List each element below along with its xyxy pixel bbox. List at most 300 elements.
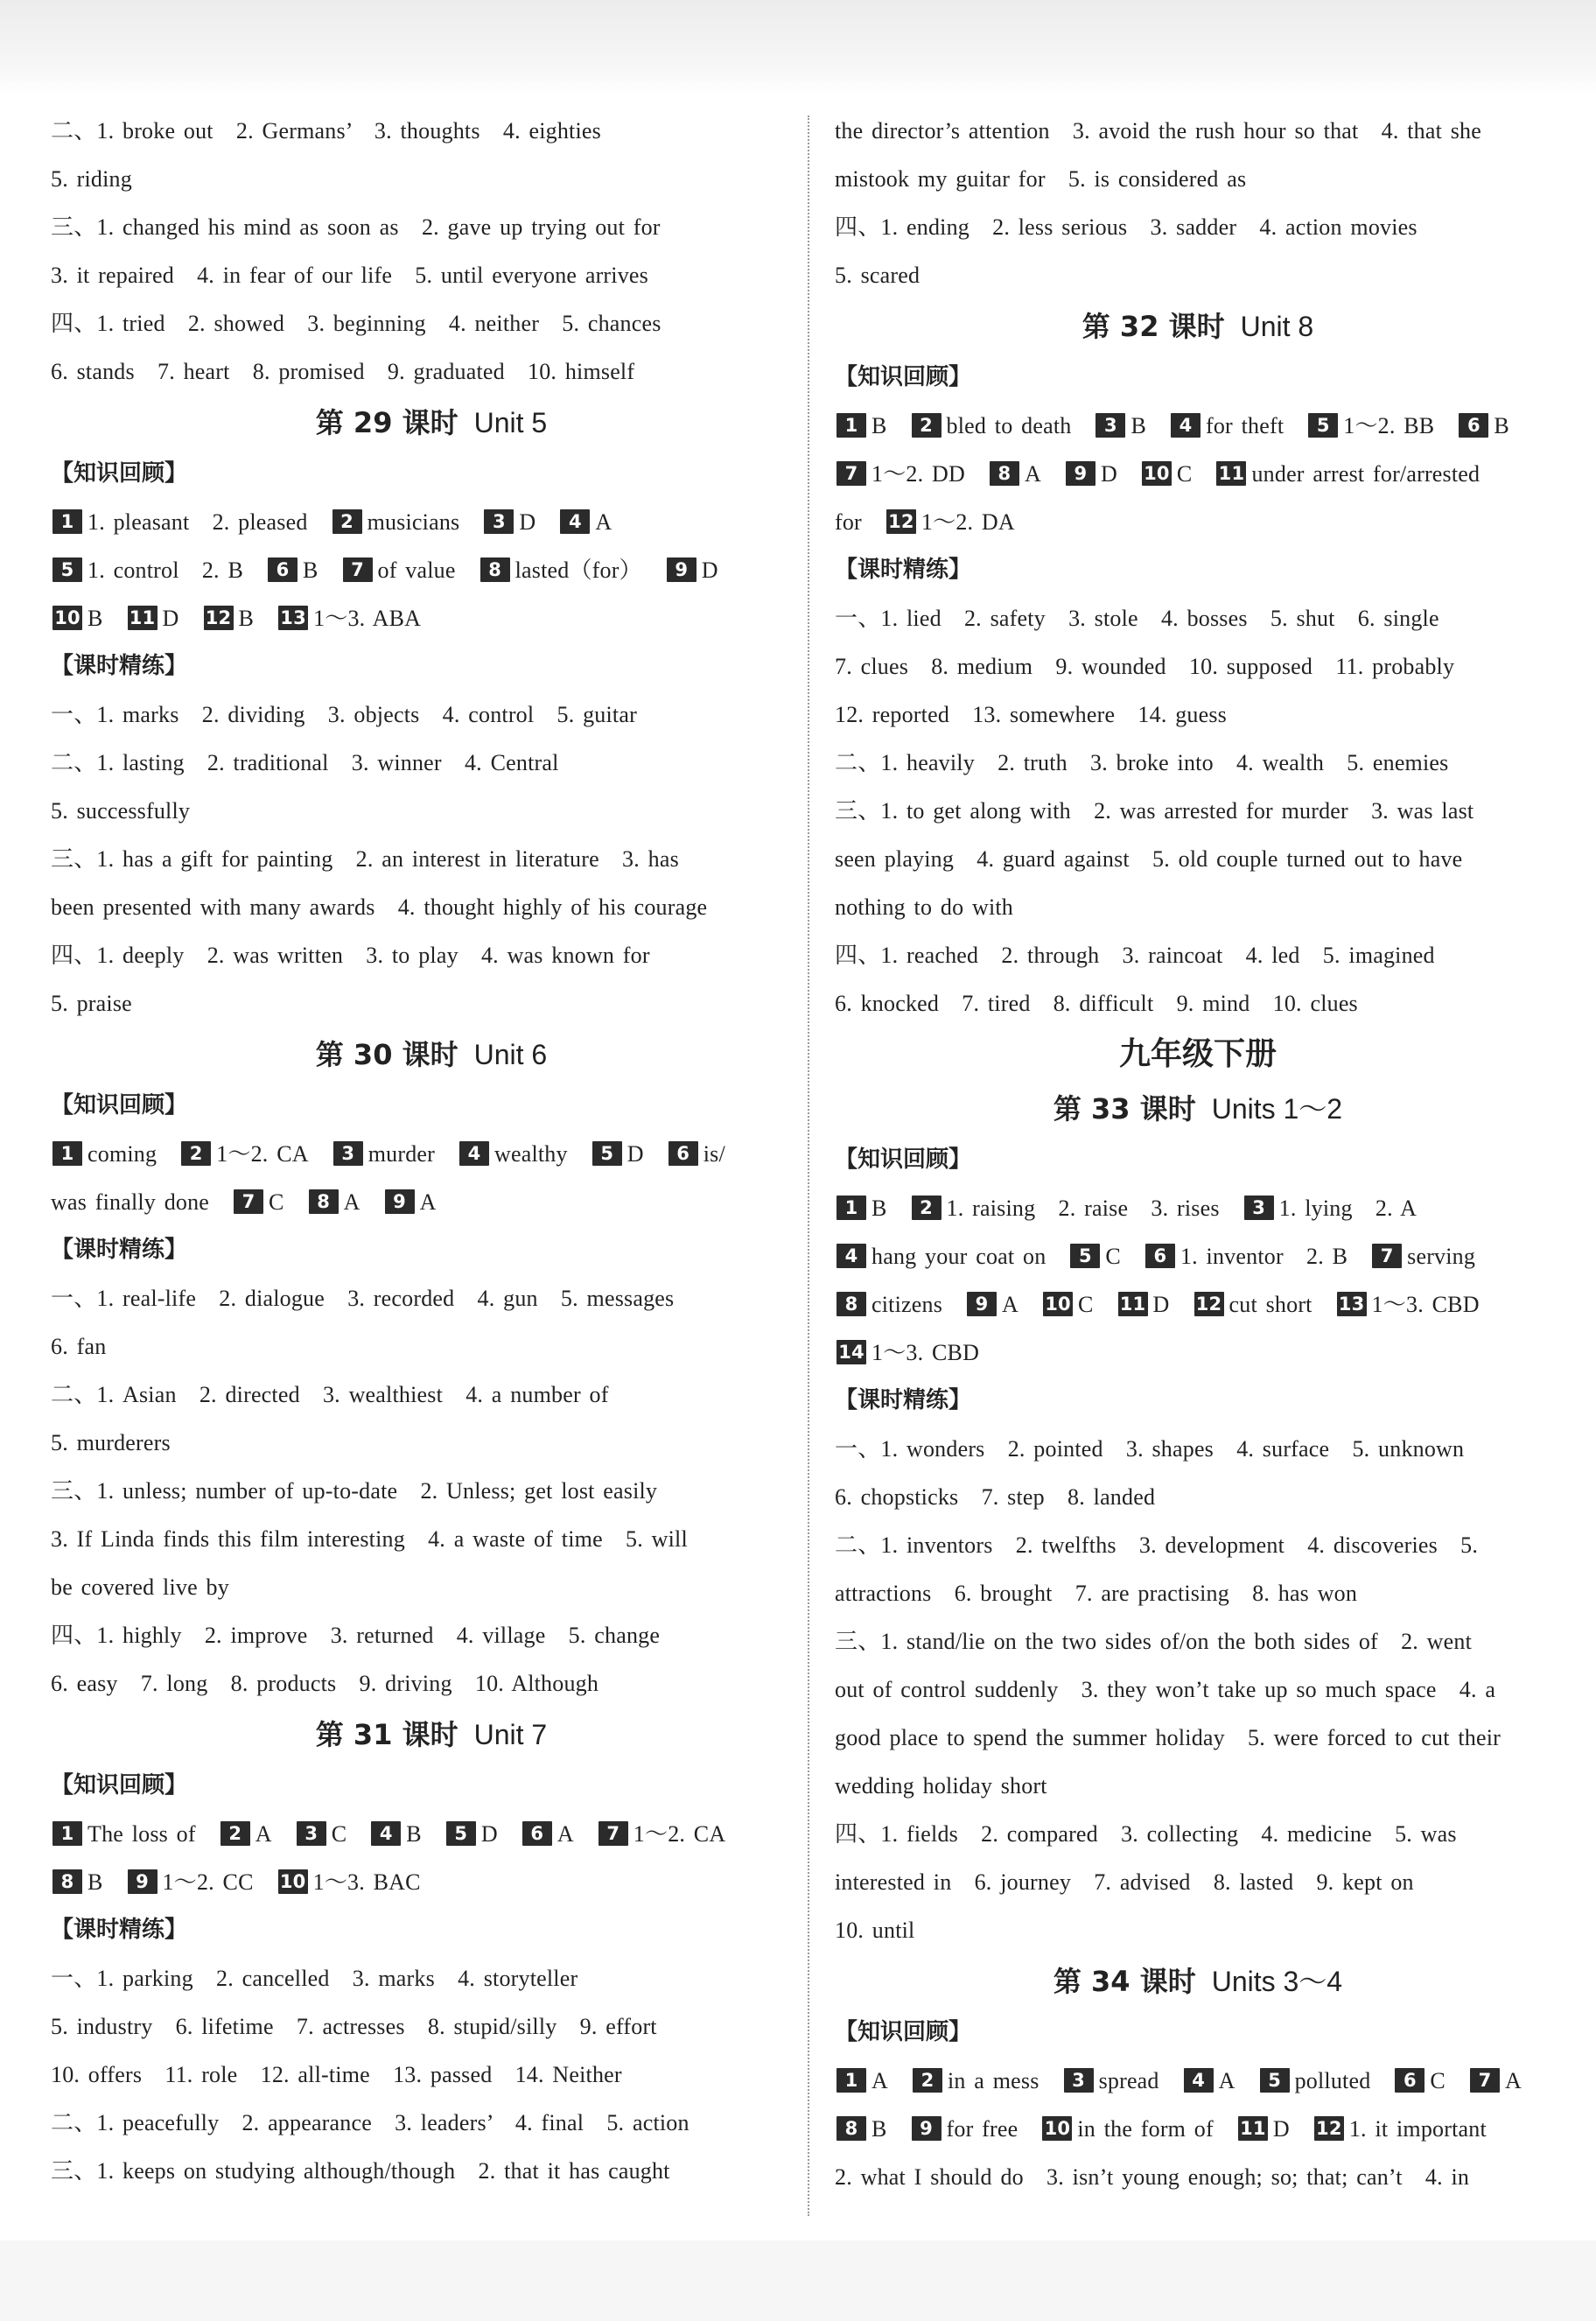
- answer-text: was finally done: [51, 1189, 210, 1215]
- answer-text: 1. it important: [1348, 2116, 1487, 2142]
- question-number-box: 11: [128, 606, 158, 630]
- answer-line: 一、1. marks 2. dividing 3. objects 4. control 5. guitar: [51, 702, 637, 727]
- answer-line: mistook my guitar for 5. is considered as: [835, 166, 1247, 192]
- key-answer: [51, 509, 308, 535]
- unit-label: Units 3～4: [1211, 1966, 1343, 1997]
- key-answer: [126, 606, 179, 631]
- key-answer: [911, 2068, 1040, 2093]
- answer-text: lasted（for）: [514, 557, 642, 583]
- key-line: [835, 2105, 1561, 2153]
- answer-text: C: [269, 1189, 284, 1215]
- answer-line: 三、1. keeps on studying although/though 2. that it has caught: [51, 2158, 670, 2184]
- key-answer: [341, 557, 456, 583]
- answer-line: 四、1. ending 2. less serious 3. sadder 4. action movies: [835, 214, 1418, 240]
- section-label: 【课时精练】: [51, 653, 188, 679]
- key-answer: [1468, 2068, 1522, 2093]
- answer-line: 12. reported 13. somewhere 14. guess: [835, 702, 1227, 727]
- unit-label: Unit 6: [473, 1039, 548, 1070]
- key-answer: [1457, 413, 1509, 438]
- question-number-box: 2: [220, 1821, 250, 1846]
- answer-line: 5. industry 6. lifetime 7. actresses 8. stupid/silly 9. effort: [51, 2014, 657, 2039]
- lesson-number: 第 33 课时: [1053, 1092, 1196, 1125]
- key-line: [51, 1810, 812, 1858]
- question-number-box: 13: [278, 606, 308, 630]
- answer-text: C: [1078, 1292, 1094, 1317]
- answer-text: for free: [946, 2116, 1018, 2142]
- key-group: [885, 509, 1038, 535]
- answer-text: B: [88, 1869, 103, 1895]
- section-label: 【知识回顾】: [51, 460, 188, 487]
- answer-text: A: [1002, 1292, 1018, 1317]
- question-number-box: 11: [1118, 1292, 1148, 1316]
- answer-text: 1. raising 2. raise 3. rises: [946, 1196, 1220, 1221]
- question-number-box: 7: [1372, 1244, 1402, 1268]
- question-number-box: 1: [836, 2068, 866, 2093]
- question-number-box: 5: [1070, 1244, 1100, 1268]
- lesson-heading-34: [835, 1954, 1561, 2009]
- answer-text: A: [1504, 2068, 1522, 2093]
- answer-line: 四、1. reached 2. through 3. raincoat 4. led 5. imagined: [835, 943, 1435, 968]
- question-number-box: 2: [181, 1141, 211, 1166]
- answer-text: 1～3. CBD: [872, 1340, 980, 1365]
- question-number-box: 1: [52, 1141, 82, 1166]
- key-answer: [219, 1821, 272, 1847]
- answer-text: 1～3. CBD: [1371, 1292, 1480, 1317]
- answer-text: A: [595, 509, 612, 535]
- key-answer: [835, 413, 887, 438]
- answer-line: 三、1. has a gift for painting 2. an interest in literature 3. has: [51, 846, 679, 872]
- key-answer: [1140, 461, 1193, 487]
- answer-text: A: [556, 1821, 574, 1847]
- answer-text: murder: [368, 1141, 435, 1167]
- answer-text: in the form of: [1077, 2116, 1214, 2142]
- key-answer: [591, 1141, 644, 1167]
- answer-line: 二、1. Asian 2. directed 3. wealthiest 4. a number of: [51, 1382, 609, 1407]
- key-answer: [597, 1821, 726, 1847]
- key-line: [835, 1232, 1561, 1280]
- answer-line: 5. riding: [51, 166, 132, 192]
- question-number-box: 9: [128, 1869, 158, 1894]
- answer-text: spread: [1098, 2068, 1159, 2093]
- lesson-number: 第 32 课时: [1082, 310, 1225, 343]
- answer-text: for: [835, 509, 862, 535]
- lesson-heading-30: [51, 1027, 812, 1082]
- answer-text: 1. control 2. B: [88, 557, 243, 583]
- answer-text: D: [1152, 1292, 1170, 1317]
- answer-text: 1～2. DD: [872, 461, 965, 487]
- answer-text: bled to death: [946, 413, 1072, 438]
- lesson-number: 第 31 课时: [315, 1718, 458, 1751]
- question-number-box: 1: [52, 1821, 82, 1846]
- answer-text: B: [872, 2116, 887, 2142]
- key-answer: [1214, 461, 1480, 487]
- unit-label: Unit 7: [473, 1719, 548, 1750]
- key-answer: [1068, 1244, 1121, 1269]
- answer-text: citizens: [872, 1292, 943, 1317]
- question-number-box: 13: [1337, 1292, 1367, 1316]
- question-number-box: 9: [912, 2116, 942, 2141]
- answer-line: 10. offers 11. role 12. all-time 13. passed 14. Neither: [51, 2062, 622, 2087]
- question-number-box: 3: [297, 1821, 326, 1846]
- key-answer: [521, 1821, 574, 1847]
- key-answer: [51, 557, 243, 583]
- question-number-box: 11: [1216, 461, 1246, 486]
- answer-line: 二、1. inventors 2. twelfths 3. development 4. discoveries 5.: [835, 1532, 1479, 1558]
- answer-text: C: [331, 1821, 347, 1847]
- answer-line: 一、1. wonders 2. pointed 3. shapes 4. surface 5. unknown: [835, 1436, 1465, 1462]
- answer-line: 2. what I should do 3. isn’t young enough; so; that; can’t 4. in: [835, 2164, 1470, 2190]
- key-answer: [1064, 461, 1117, 487]
- question-number-box: 7: [598, 1821, 628, 1846]
- unit-label: Unit 8: [1240, 311, 1314, 342]
- answer-line: out of control suddenly 3. they won’t take up so much space 4. a: [835, 1677, 1496, 1702]
- left-column: [51, 107, 812, 2207]
- question-number-box: 4: [1184, 2068, 1214, 2093]
- key-answer: [458, 1141, 568, 1167]
- answer-line: attractions 6. brought 7. are practising 8. has won: [835, 1581, 1358, 1606]
- answer-text: A: [1024, 461, 1041, 487]
- answer-line: 四、1. fields 2. compared 3. collecting 4. medicine 5. was: [835, 1821, 1457, 1847]
- answer-line: 3. it repaired 4. in fear of our life 5. until everyone arrives: [51, 263, 648, 288]
- key-line: [835, 2057, 1561, 2105]
- question-number-box: 2: [913, 2068, 942, 2093]
- key-answer: [232, 1189, 284, 1215]
- key-answer: [910, 413, 1072, 438]
- answer-text: 1. pleasant 2. pleased: [88, 509, 308, 535]
- answer-text: A: [872, 2068, 888, 2093]
- question-number-box: 7: [1470, 2068, 1500, 2093]
- answer-text: B: [872, 1196, 887, 1221]
- question-number-box: 3: [1064, 2068, 1094, 2093]
- key-line: [51, 546, 812, 594]
- key-answer: [126, 1869, 254, 1895]
- answer-text: 1. lying 2. A: [1278, 1196, 1418, 1221]
- key-line: [51, 498, 812, 546]
- key-answer: [276, 1869, 421, 1895]
- answer-text: of value: [377, 557, 456, 583]
- key-line: [835, 402, 1561, 450]
- answer-line: wedding holiday short: [835, 1773, 1047, 1799]
- answer-text: coming: [88, 1141, 158, 1167]
- question-number-box: 9: [967, 1292, 997, 1316]
- answer-text: 1～2. CA: [216, 1141, 309, 1167]
- key-answer: [1144, 1244, 1348, 1269]
- question-number-box: 8: [836, 2116, 866, 2141]
- answer-line: 二、1. heavily 2. truth 3. broke into 4. wealth 5. enemies: [835, 750, 1449, 775]
- section-label: 【课时精练】: [51, 1917, 188, 1943]
- section-label: 【知识回顾】: [835, 2019, 972, 2045]
- key-group: [232, 1189, 459, 1215]
- key-answer: [910, 2116, 1018, 2142]
- answer-text: 1. inventor 2. B: [1180, 1244, 1348, 1269]
- answer-text: 1～3. BAC: [312, 1869, 421, 1895]
- question-number-box: 5: [1308, 413, 1338, 438]
- lesson-heading-29: [51, 396, 812, 450]
- answer-text: D: [519, 509, 536, 535]
- section-label: 【知识回顾】: [835, 364, 972, 390]
- question-number-box: 2: [912, 1196, 942, 1220]
- answer-text: D: [626, 1141, 644, 1167]
- answer-text: C: [1105, 1244, 1121, 1269]
- key-answer: [332, 1141, 435, 1167]
- answer-text: B: [238, 606, 255, 631]
- question-number-box: 3: [484, 509, 514, 534]
- lesson-heading-32: [835, 299, 1561, 354]
- answer-text: A: [255, 1821, 272, 1847]
- key-answer: [1242, 1196, 1417, 1221]
- answer-line: 二、1. lasting 2. traditional 3. winner 4. Central: [51, 750, 559, 775]
- answer-text: is/: [703, 1141, 725, 1167]
- question-number-box: 5: [1260, 2068, 1290, 2093]
- question-number-box: 8: [836, 1292, 866, 1316]
- answer-line: 5. successfully: [51, 798, 191, 824]
- answer-text: 1～2. CA: [633, 1821, 726, 1847]
- question-number-box: 10: [52, 606, 82, 630]
- question-number-box: 5: [446, 1821, 476, 1846]
- question-number-box: 1: [52, 509, 82, 534]
- scan-top-shading: [0, 0, 1596, 96]
- answer-text: A: [343, 1189, 360, 1215]
- answer-text: serving: [1407, 1244, 1476, 1269]
- answer-line: good place to spend the summer holiday 5. were forced to cut their: [835, 1725, 1501, 1750]
- answer-text: musicians: [367, 509, 460, 535]
- answer-text: D: [701, 557, 718, 583]
- answer-text: C: [1176, 461, 1193, 487]
- key-answer: [558, 509, 612, 535]
- answer-line: 6. knocked 7. tired 8. difficult 9. mind 10. clues: [835, 991, 1358, 1016]
- answer-text: B: [303, 557, 318, 583]
- key-answer: [482, 509, 536, 535]
- key-line: [51, 1130, 812, 1178]
- key-answer: [1169, 413, 1284, 438]
- answer-line: nothing to do with: [835, 894, 1013, 920]
- question-number-box: 3: [1244, 1196, 1274, 1220]
- question-number-box: 10: [1043, 1292, 1073, 1316]
- key-answer: [369, 1821, 422, 1847]
- key-answer: [665, 557, 718, 583]
- answer-text: B: [406, 1821, 422, 1847]
- key-answer: [1335, 1292, 1480, 1317]
- key-line: [51, 1858, 812, 1906]
- answer-line: 6. easy 7. long 8. products 9. driving 10. Although: [51, 1671, 599, 1696]
- question-number-box: 6: [1145, 1244, 1175, 1268]
- answer-line: 5. scared: [835, 263, 920, 288]
- question-number-box: 5: [592, 1141, 622, 1166]
- question-number-box: 4: [1171, 413, 1200, 438]
- key-line: [835, 1280, 1561, 1329]
- answer-line: be covered live by: [51, 1574, 229, 1600]
- answer-line: 四、1. highly 2. improve 3. returned 4. village 5. change: [51, 1623, 661, 1648]
- key-answer: [1393, 2068, 1446, 2093]
- answer-line: 三、1. stand/lie on the two sides of/on the both sides of 2. went: [835, 1629, 1473, 1654]
- key-answer: [1040, 2116, 1214, 2142]
- lesson-number: 第 34 课时: [1053, 1965, 1196, 1998]
- right-column: [835, 107, 1561, 2207]
- key-line: [835, 1329, 1561, 1377]
- key-line: [835, 1184, 1561, 1232]
- section-label: 【课时精练】: [835, 557, 972, 583]
- question-number-box: 7: [343, 557, 373, 582]
- question-number-box: 12: [204, 606, 234, 630]
- answer-text: 1～3. ABA: [313, 606, 422, 631]
- answer-text: D: [480, 1821, 498, 1847]
- key-answer: [1306, 413, 1434, 438]
- answer-line: 6. stands 7. heart 8. promised 9. graduated 10. himself: [51, 359, 635, 384]
- section-label: 【课时精练】: [51, 1237, 188, 1263]
- question-number-box: 3: [1096, 413, 1125, 438]
- question-number-box: 1: [836, 1196, 866, 1220]
- answer-line: 一、1. real-life 2. dialogue 3. recorded 4. gun 5. messages: [51, 1286, 675, 1311]
- question-number-box: 4: [560, 509, 590, 534]
- question-number-box: 14: [836, 1340, 866, 1364]
- lesson-number: 第 30 课时: [315, 1038, 458, 1071]
- question-number-box: 3: [333, 1141, 363, 1166]
- answer-text: wealthy: [494, 1141, 568, 1167]
- key-answer: [51, 1821, 196, 1847]
- question-number-box: 8: [52, 1869, 82, 1894]
- answer-text: in a mess: [947, 2068, 1040, 2093]
- question-number-box: 6: [1459, 413, 1488, 438]
- answer-line: 5. praise: [51, 991, 132, 1016]
- answer-line: 四、1. deeply 2. was written 3. to play 4. was known for: [51, 943, 650, 968]
- question-number-box: 1: [836, 413, 866, 438]
- answer-line: 一、1. parking 2. cancelled 3. marks 4. storyteller: [51, 1966, 578, 1991]
- key-answer: [835, 1340, 979, 1365]
- question-number-box: 8: [480, 557, 510, 582]
- key-answer: [1062, 2068, 1159, 2093]
- key-answer: [835, 1292, 942, 1317]
- key-answer: [1258, 2068, 1371, 2093]
- answer-text: B: [872, 413, 887, 438]
- answer-text: D: [1100, 461, 1117, 487]
- answer-line: 6. fan: [51, 1334, 107, 1359]
- question-number-box: 7: [836, 461, 866, 486]
- section-label: 【知识回顾】: [51, 1772, 188, 1799]
- key-line: [51, 594, 812, 642]
- answer-line: 6. chopsticks 7. step 8. landed: [835, 1484, 1156, 1510]
- question-number-box: 2: [332, 509, 362, 534]
- key-answer: [331, 509, 460, 535]
- key-answer: [835, 1196, 887, 1221]
- question-number-box: 8: [309, 1189, 339, 1214]
- question-number-box: 10: [1142, 461, 1172, 486]
- answer-text: D: [1272, 2116, 1290, 2142]
- key-line: [835, 498, 1561, 546]
- key-answer: [276, 606, 421, 631]
- question-number-box: 6: [668, 1141, 698, 1166]
- question-number-box: 9: [385, 1189, 415, 1214]
- answer-text: 1～2. CC: [162, 1869, 254, 1895]
- question-number-box: 9: [667, 557, 696, 582]
- lesson-heading-31: [51, 1707, 812, 1762]
- question-number-box: 10: [1042, 2116, 1072, 2141]
- answer-text: The loss of: [88, 1821, 196, 1847]
- answer-text: hang your coat on: [872, 1244, 1046, 1269]
- answer-text: cut short: [1228, 1292, 1312, 1317]
- answer-text: polluted: [1294, 2068, 1371, 2093]
- key-answer: [835, 461, 965, 487]
- question-number-box: 2: [912, 413, 942, 438]
- answer-line: 三、1. unless; number of up-to-date 2. Unless; get lost easily: [51, 1478, 658, 1504]
- answer-line: 一、1. lied 2. safety 3. stole 4. bosses 5. shut 6. single: [835, 606, 1439, 631]
- key-answer: [835, 2116, 887, 2142]
- key-answer: [51, 1869, 103, 1895]
- answer-line: 5. murderers: [51, 1430, 171, 1455]
- key-line: [51, 1178, 812, 1226]
- answer-line: seen playing 4. guard against 5. old couple turned out to have: [835, 846, 1463, 872]
- key-answer: [1236, 2116, 1290, 2142]
- answer-text: 1～2. DA: [920, 509, 1015, 535]
- key-line: [835, 450, 1561, 498]
- question-number-box: 4: [459, 1141, 489, 1166]
- unit-label: Units 1～2: [1211, 1093, 1343, 1125]
- answer-text: C: [1430, 2068, 1446, 2093]
- answer-line: 三、1. changed his mind as soon as 2. gave up trying out for: [51, 214, 661, 240]
- answer-line: 10. until: [835, 1918, 915, 1943]
- question-number-box: 4: [371, 1821, 401, 1846]
- question-number-box: 6: [1395, 2068, 1424, 2093]
- answer-text: B: [1494, 413, 1509, 438]
- section-label: 【知识回顾】: [835, 1146, 972, 1173]
- question-number-box: 12: [1194, 1292, 1224, 1316]
- answer-line: 二、1. peacefully 2. appearance 3. leaders’ 4. final 5. action: [51, 2110, 690, 2135]
- question-number-box: 8: [990, 461, 1019, 486]
- section-label: 【知识回顾】: [51, 1092, 188, 1118]
- key-answer: [835, 2068, 888, 2093]
- key-answer: [202, 606, 255, 631]
- key-answer: [1193, 1292, 1312, 1317]
- question-number-box: 12: [886, 509, 916, 534]
- question-number-box: 9: [1066, 461, 1096, 486]
- key-answer: [1094, 413, 1146, 438]
- section-label: 【课时精练】: [835, 1387, 972, 1413]
- key-answer: [444, 1821, 498, 1847]
- key-answer: [1312, 2116, 1487, 2142]
- key-answer: [1041, 1292, 1094, 1317]
- key-answer: [51, 606, 103, 631]
- key-answer: [383, 1189, 437, 1215]
- answer-text: D: [162, 606, 179, 631]
- question-number-box: 11: [1238, 2116, 1268, 2141]
- question-number-box: 6: [268, 557, 298, 582]
- key-answer: [1182, 2068, 1236, 2093]
- key-answer: [667, 1141, 725, 1167]
- key-answer: [1370, 1244, 1475, 1269]
- question-number-box: 6: [522, 1821, 552, 1846]
- answer-line: interested in 6. journey 7. advised 8. lasted 9. kept on: [835, 1869, 1414, 1895]
- answer-text: under arrest for/arrested: [1251, 461, 1480, 487]
- lesson-number: 第 29 课时: [315, 406, 458, 439]
- question-number-box: 10: [278, 1869, 308, 1894]
- answer-line: the director’s attention 3. avoid the rush hour so that 4. that she: [835, 118, 1482, 144]
- answer-line: 3. If Linda finds this film interesting 4. a waste of time 5. will: [51, 1526, 688, 1552]
- answer-text: 1～2. BB: [1343, 413, 1435, 438]
- question-number-box: 4: [836, 1244, 866, 1268]
- question-number-box: 5: [52, 557, 82, 582]
- key-answer: [266, 557, 318, 583]
- question-number-box: 12: [1314, 2116, 1344, 2141]
- answer-text: for theft: [1206, 413, 1284, 438]
- question-number-box: 7: [234, 1189, 263, 1214]
- answer-line: 二、1. broke out 2. Germans’ 3. thoughts 4. eighties: [51, 118, 601, 144]
- key-answer: [1116, 1292, 1170, 1317]
- key-answer: [479, 557, 642, 583]
- key-answer: [910, 1196, 1220, 1221]
- key-answer: [988, 461, 1041, 487]
- answer-text: B: [1130, 413, 1146, 438]
- answer-line: 7. clues 8. medium 9. wounded 10. supposed 11. probably: [835, 654, 1455, 679]
- key-answer: [179, 1141, 309, 1167]
